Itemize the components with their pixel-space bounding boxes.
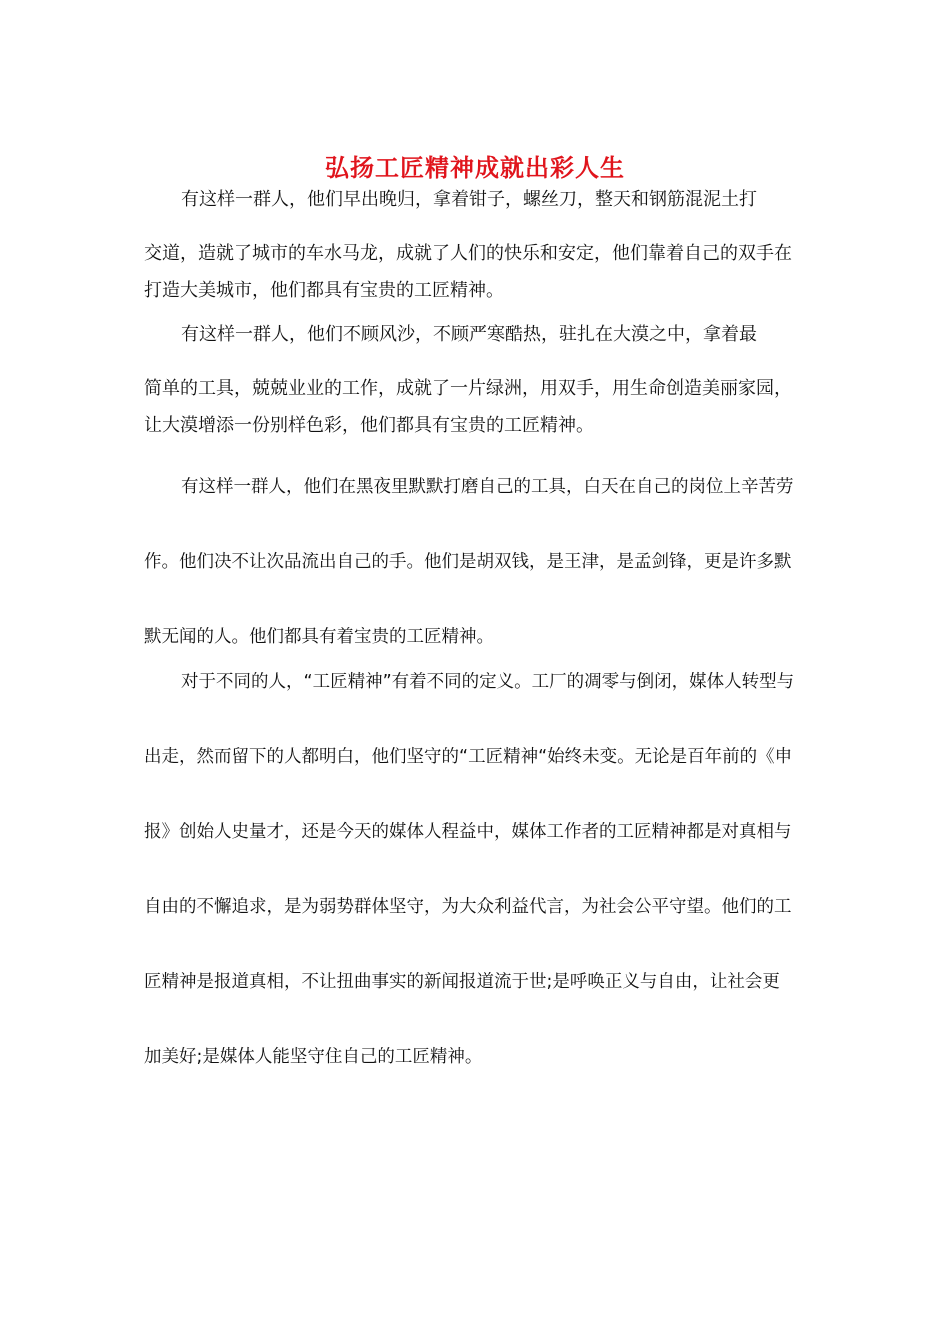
paragraph-3: 有这样一群人，他们在黑夜里默默打磨自己的工具，白天在自己的岗位上辛苦劳作。他们决不让次品流出自己的手。他们是胡双钱，是王津，是孟剑锋，更是许多默默无闻的人。他们都具有着宝贵的工匠精神。 (144, 477, 794, 647)
paragraph-4: 对于不同的人，“工匠精神”有着不同的定义。工厂的凋零与倒闭，媒体人转型与出走，然而留下的人都明白，他们坚守的“工匠精神“始终未变。无论是百年前的《申报》创始人史量才，还是今天的媒体人程益中，媒体工作者的工匠精神都是对真相与自由的不懈追求，是为弱势群体坚守，为大众利益代言，为社会公平守望。他们的工匠精神是报道真相，不让扭曲事实的新闻报道流于世;是呼唤正义与自由，让社会更加美好;是媒体人能坚守住自己的工匠精神。 (144, 672, 795, 1067)
paragraph-1-line-1: 有这样一群人，他们早出晚归，拿着钳子，螺丝刀，整天和钢筋混泥土打 (181, 189, 757, 210)
paragraph-2-rest: 简单的工具，兢兢业业的工作，成就了一片绿洲，用双手，用生命创造美丽家园，让大漠增添一份别样色彩，他们都具有宝贵的工匠精神。 (144, 378, 792, 436)
paragraph-2-line-1: 有这样一群人，他们不顾风沙，不顾严寒酷热，驻扎在大漠之中，拿着最 (181, 324, 757, 345)
paragraph-1 (144, 185, 796, 309)
document-title: 弘扬工匠精神成就出彩人生 (325, 153, 625, 183)
paragraph-2 (144, 320, 796, 444)
paragraph-1-rest: 交道，造就了城市的车水马龙，成就了人们的快乐和安定，他们靠着自己的双手在打造大美城市，他们都具有宝贵的工匠精神。 (144, 243, 792, 301)
